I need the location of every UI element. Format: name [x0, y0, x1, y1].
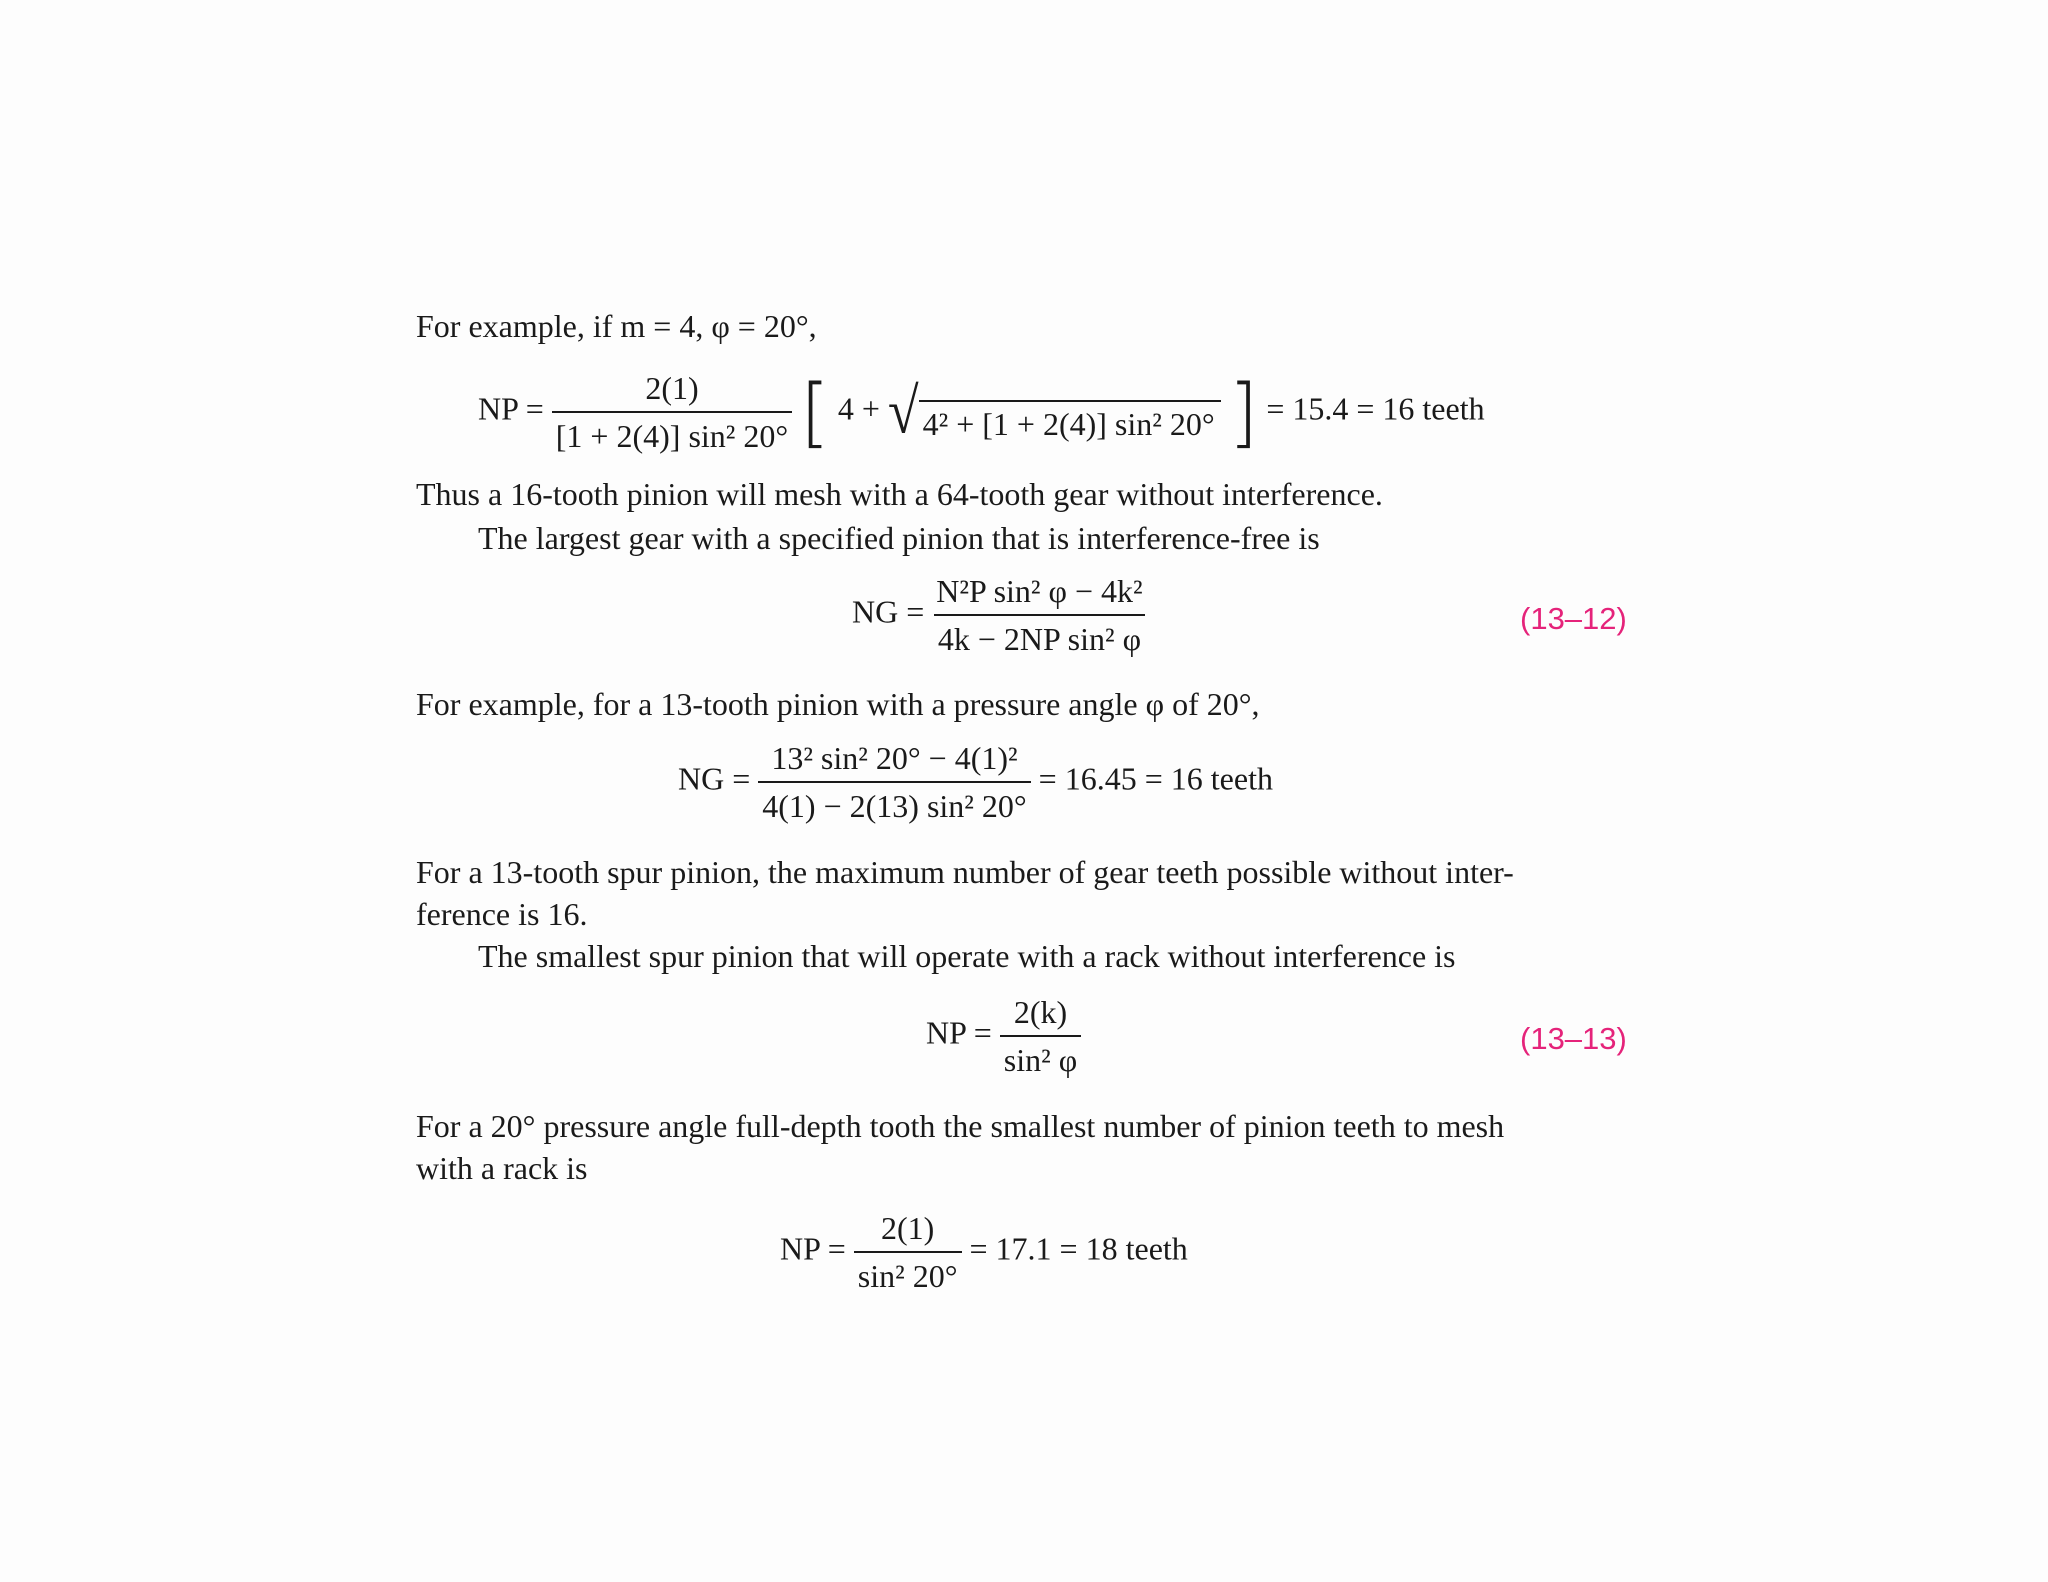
- text-line-4-content: For example, for a 13-tooth pinion with a pressure angle φ of 20°,: [416, 686, 1260, 722]
- text-line-7b: [416, 1152, 588, 1184]
- equation-5-numerator: 2(1): [880, 1210, 935, 1246]
- sqrt-symbol-icon: √: [887, 376, 919, 448]
- text-line-5a-content: For a 13-tooth spur pinion, the maximum number of gear teeth possible without inter-: [416, 854, 1514, 890]
- equation-1-numerator: 2(1): [645, 370, 699, 406]
- equation-5-denominator: sin² 20°: [854, 1251, 962, 1292]
- text-line-6-content: The smallest spur pinion that will operate with a rack without interference is: [478, 938, 1456, 974]
- text-line-4: [416, 688, 1260, 720]
- text-line-1: [416, 310, 817, 342]
- equation-2: [852, 575, 1147, 655]
- equation-1-lhs: NP =: [478, 390, 544, 427]
- text-line-1-content: For example, if m = 4, φ = 20°,: [416, 308, 817, 344]
- equation-4-denominator: sin² φ: [1000, 1035, 1081, 1076]
- equation-number-13-13: (13–13): [1520, 1021, 1627, 1056]
- equation-1-right-bracket: ]: [1228, 367, 1259, 456]
- equation-4: [926, 996, 1081, 1076]
- equation-5-fraction: [854, 1212, 962, 1292]
- equation-1-radicand: 4² + [1 + 2(4)] sin² 20°: [919, 400, 1221, 440]
- text-line-5b-content: ference is 16.: [416, 896, 588, 932]
- equation-1-sqrt: [887, 376, 1221, 448]
- equation-1-bracket-lead: 4 +: [837, 390, 880, 427]
- equation-2-denominator: 4k − 2NP sin² φ: [934, 614, 1145, 655]
- text-line-6: [478, 940, 1455, 972]
- equation-5: [780, 1212, 1188, 1292]
- equation-3-result: = 16.45 = 16 teeth: [1038, 760, 1273, 797]
- equation-2-lhs: NG =: [852, 593, 925, 630]
- equation-number-13-12: (13–12): [1520, 601, 1627, 636]
- equation-4-lhs: NP =: [926, 1014, 992, 1051]
- equation-1-left-bracket: [: [800, 367, 830, 456]
- equation-3-denominator: 4(1) − 2(13) sin² 20°: [758, 781, 1030, 822]
- text-line-7a-content: For a 20° pressure angle full-depth tooth the smallest number of pinion teeth to mesh: [416, 1108, 1505, 1144]
- text-line-3-content: The largest gear with a specified pinion that is interference-free is: [478, 520, 1320, 556]
- text-line-2-content: Thus a 16-tooth pinion will mesh with a 64-tooth gear without interference.: [416, 476, 1383, 512]
- text-line-7a: [416, 1110, 1504, 1142]
- text-line-5b: [416, 898, 587, 930]
- text-line-5a: [416, 856, 1514, 888]
- equation-1: [478, 367, 1485, 456]
- equation-2-numerator: N²P sin² φ − 4k²: [936, 573, 1143, 609]
- text-line-7b-content: with a rack is: [416, 1150, 588, 1186]
- equation-4-numerator: 2(k): [1013, 994, 1068, 1030]
- text-line-2: [416, 478, 1383, 510]
- equation-5-lhs: NP =: [780, 1230, 846, 1267]
- equation-3-numerator: 13² sin² 20° − 4(1)²: [771, 740, 1018, 776]
- equation-1-fraction: [552, 372, 792, 452]
- equation-2-fraction: [932, 575, 1146, 655]
- equation-5-result: = 17.1 = 18 teeth: [969, 1230, 1188, 1267]
- equation-1-denominator: [1 + 2(4)] sin² 20°: [552, 411, 792, 452]
- equation-3-lhs: NG =: [678, 760, 751, 797]
- text-line-3: [478, 522, 1320, 554]
- equation-3-fraction: [758, 742, 1030, 822]
- equation-3: [678, 742, 1273, 822]
- equation-1-result: = 15.4 = 16 teeth: [1266, 390, 1485, 427]
- equation-4-fraction: [1000, 996, 1081, 1076]
